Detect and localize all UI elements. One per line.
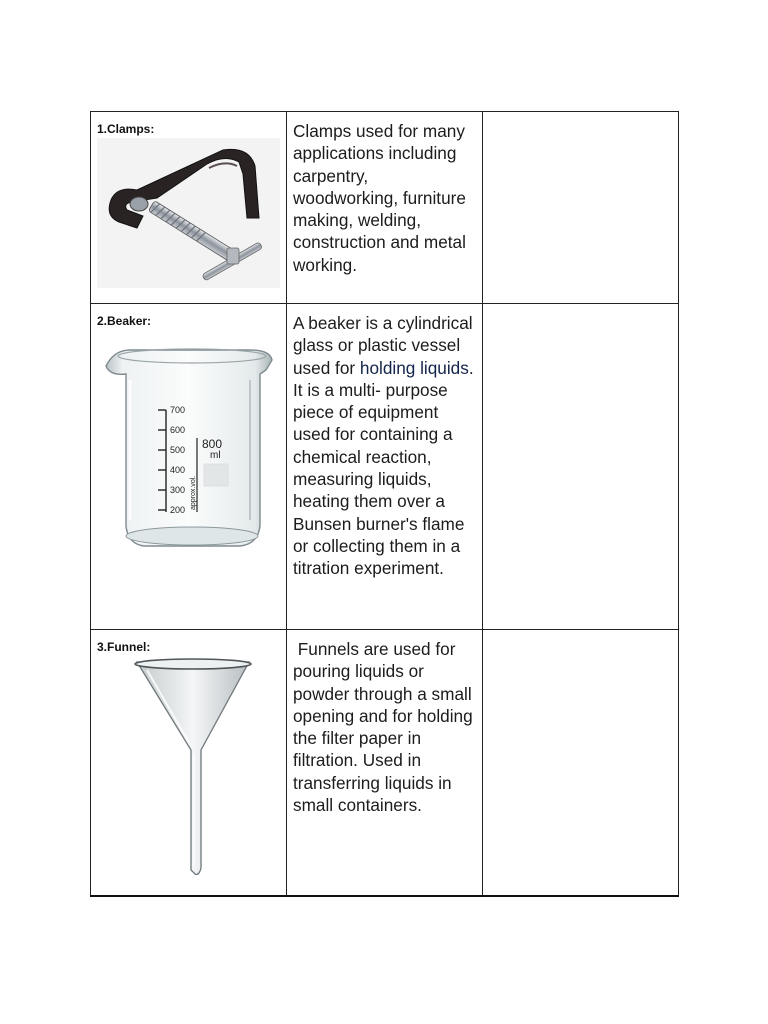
empty-cell-clamps [483,112,679,304]
table-row-funnel [91,630,679,897]
beaker-mark-500: 500 [169,445,185,455]
funnel-image [99,654,279,882]
description-cell-beaker [287,304,483,630]
beaker-image [100,330,278,560]
empty-cell-funnel [483,630,679,897]
beaker-mark-300: 300 [169,485,185,495]
item-cell-funnel [91,630,287,897]
description-beaker-part1: A beaker is a cylindrical glass or plastic vessel used for [293,313,473,378]
item-label-clamps: 1.Clamps: [97,122,155,136]
description-funnel: Funnels are used for pouring liquids or powder through a small opening and for holding the filter paper in filtration. Used in transferring liquids in small containers. [293,639,478,816]
description-cell-clamps [287,112,483,304]
empty-cell-beaker [483,304,679,630]
beaker-mark-600: 600 [169,425,185,435]
c-clamp-illustration [97,138,280,288]
table-row-clamps [91,112,679,304]
beaker-mark-200: 200 [169,505,185,515]
beaker-mark-700: 700 [169,405,185,415]
beaker-illustration [100,330,278,560]
equipment-table [90,111,679,897]
clamp-image [97,138,280,288]
beaker-mark-400: 400 [169,465,185,475]
beaker-volume: 800 [201,437,222,451]
funnel-illustration [99,654,279,882]
description-beaker-part2: . It is a multi- purpose piece of equipment used for containing a chemical reaction, measuring liquids, heating them over a Bunsen burner's flame or collecting them in a titration experiment. [293,357,474,579]
beaker-unit: ml [209,450,221,461]
holding-liquids-link[interactable]: holding liquids [359,357,469,378]
item-cell-clamps [91,112,287,304]
description-clamps: Clamps used for many applications including carpentry, woodworking, furniture making, welding, construction and metal working. [293,121,466,275]
description-cell-funnel [287,630,483,897]
item-label-funnel: 3.Funnel: [97,640,151,654]
item-cell-beaker [91,304,287,630]
item-label-beaker: 2.Beaker: [97,314,152,328]
table-row-beaker [91,304,679,630]
description-beaker [287,304,482,580]
beaker-approx-label: approx.vol. [189,475,197,510]
